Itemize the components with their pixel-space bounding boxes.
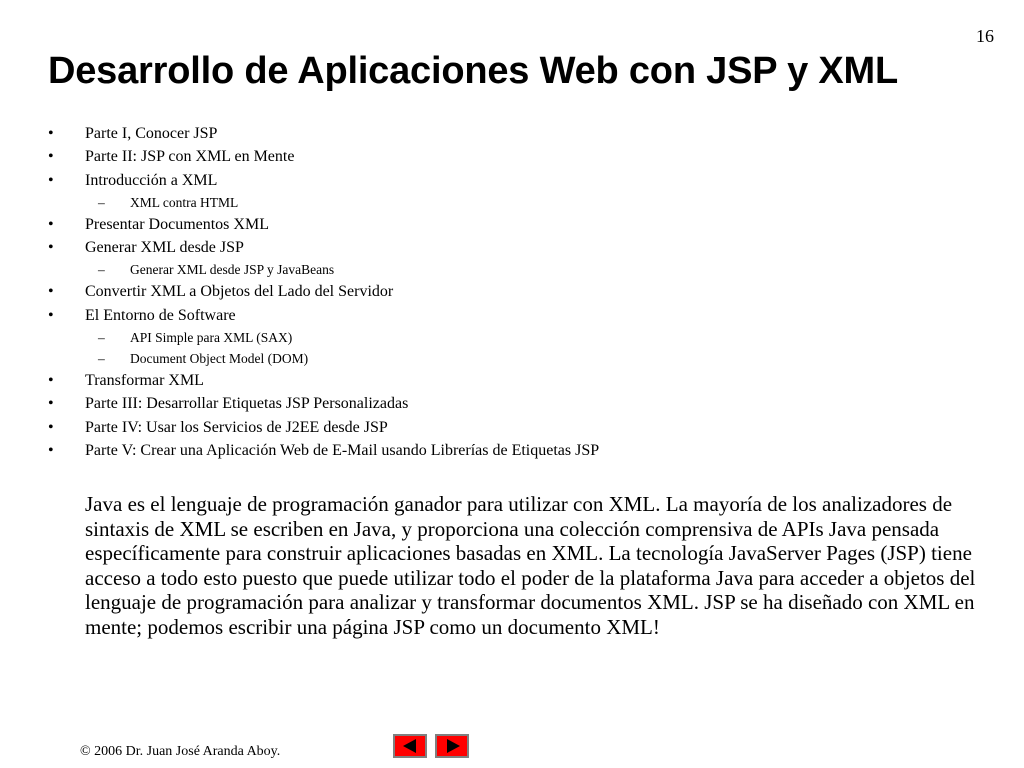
outline-item-text: El Entorno de Software xyxy=(85,306,236,324)
outline-item xyxy=(48,169,948,192)
body-paragraph: Java es el lenguaje de programación ganador para utilizar con XML. La mayoría de los analizadores de sintaxis de XML se escriben en Java, y proporciona una colección comprensiva de APIs Java pensada específicamente para construir aplicaciones basadas en XML. La tecnología JavaServer Pages (JSP) tiene acceso a todo esto puesto que puede utilizar todo el poder de la plataforma Java para acceder a objetos del lenguaje de programación para analizar y transformar documentos XML. JSP se ha diseñado con XML en mente; podemos escribir una página JSP como un documento XML! xyxy=(85,492,976,639)
outline-item-text: Presentar Documentos XML xyxy=(85,215,269,233)
outline-subitem xyxy=(48,192,948,213)
bullet-marker: • xyxy=(48,148,54,166)
bullet-marker: • xyxy=(48,125,54,142)
outline-item xyxy=(48,145,948,168)
outline-item-text: Parte V: Crear una Aplicación Web de E-Mail usando Librerías de Etiquetas JSP xyxy=(85,441,600,459)
bullet-marker: • xyxy=(48,239,54,257)
bullet-marker: • xyxy=(48,395,54,413)
outline-item-text: Generar XML desde JSP y JavaBeans xyxy=(130,262,335,278)
dash-marker: – xyxy=(98,330,105,346)
outline-item xyxy=(48,280,948,303)
bullet-marker: • xyxy=(48,306,54,324)
outline-item xyxy=(48,236,948,259)
outline-item xyxy=(48,416,948,439)
previous-slide-button[interactable] xyxy=(393,734,427,758)
outline-item xyxy=(48,304,948,327)
outline-item-text: XML contra HTML xyxy=(130,194,239,210)
dash-marker: – xyxy=(98,194,105,210)
outline-list xyxy=(48,122,948,462)
outline-item-text: Introducción a XML xyxy=(85,171,218,189)
bullet-marker: • xyxy=(48,418,54,436)
left-triangle-icon xyxy=(403,739,416,753)
outline-item-text: Parte II: JSP con XML en Mente xyxy=(85,148,295,166)
bullet-marker: • xyxy=(48,215,54,233)
outline-item-text: Parte IV: Usar los Servicios de J2EE desde JSP xyxy=(85,418,388,436)
outline-item-text: Generar XML desde JSP xyxy=(85,239,244,257)
page-title: Desarrollo de Aplicaciones Web con JSP y XML xyxy=(48,50,898,92)
outline-item-text: Parte I, Conocer JSP xyxy=(85,125,218,142)
dash-marker: – xyxy=(98,351,105,367)
page-number: 16 xyxy=(976,26,994,46)
right-triangle-icon xyxy=(447,739,460,753)
bullet-marker: • xyxy=(48,171,54,189)
outline-subitem xyxy=(48,348,948,369)
outline-subitem xyxy=(48,259,948,280)
outline-item-text: API Simple para XML (SAX) xyxy=(130,330,293,346)
bullet-marker: • xyxy=(48,441,54,459)
outline-item xyxy=(48,369,948,392)
outline-item-text: Parte III: Desarrollar Etiquetas JSP Personalizadas xyxy=(85,395,409,413)
outline-item xyxy=(48,439,948,462)
outline-subitem xyxy=(48,327,948,348)
outline-item-text: Transformar XML xyxy=(85,372,204,390)
outline-item-text: Document Object Model (DOM) xyxy=(130,351,309,367)
dash-marker: – xyxy=(98,262,105,278)
outline-item xyxy=(48,213,948,236)
bullet-marker: • xyxy=(48,283,54,301)
next-slide-button[interactable] xyxy=(435,734,469,758)
footer-copyright: © 2006 Dr. Juan José Aranda Aboy. xyxy=(80,744,281,759)
outline-item xyxy=(48,392,948,415)
bullet-marker: • xyxy=(48,372,54,390)
outline-item xyxy=(48,122,948,145)
outline-item-text: Convertir XML a Objetos del Lado del Servidor xyxy=(85,283,394,301)
